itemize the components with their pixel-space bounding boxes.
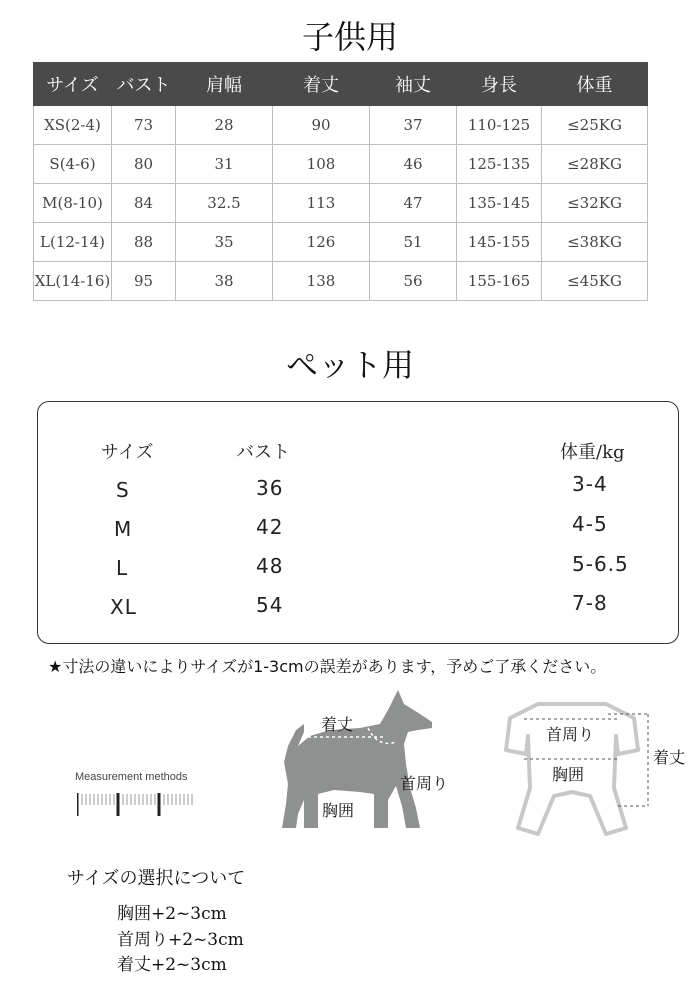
pet-row-bust: 54 <box>256 593 284 617</box>
dog-neck-label: 首周り <box>400 774 449 793</box>
table-row <box>34 223 648 262</box>
garment-length-label: 着丈 <box>653 748 686 767</box>
cell-bust: 84 <box>112 184 176 223</box>
cell-sleeve: 56 <box>370 262 457 301</box>
pet-header-size: サイズ <box>101 442 154 463</box>
pet-size-box <box>37 401 679 644</box>
pet-row-size: XL <box>110 595 137 619</box>
cell-bust: 88 <box>112 223 176 262</box>
cell-length: 113 <box>273 184 370 223</box>
pet-row-weight: 3-4 <box>572 472 608 496</box>
pet-row-bust: 48 <box>256 554 284 578</box>
header-sleeve: 袖丈 <box>370 63 457 106</box>
pet-row-bust: 42 <box>256 515 284 539</box>
header-bust: バスト <box>112 63 176 106</box>
cell-bust: 80 <box>112 145 176 184</box>
header-length: 着丈 <box>273 63 370 106</box>
ruler-icon <box>77 792 197 818</box>
cell-sleeve: 47 <box>370 184 457 223</box>
cell-sleeve: 51 <box>370 223 457 262</box>
cell-length: 138 <box>273 262 370 301</box>
cell-bust: 95 <box>112 262 176 301</box>
dog-chest-label: 胸囲 <box>322 801 355 820</box>
cell-weight: ≤28KG <box>542 145 648 184</box>
pet-size-title: ペット用 <box>285 346 414 384</box>
guide-item-length: 着丈+2~3cm <box>117 955 227 975</box>
table-row <box>34 145 648 184</box>
header-shoulder: 肩幅 <box>176 63 273 106</box>
cell-height: 155-165 <box>457 262 542 301</box>
cell-height: 145-155 <box>457 223 542 262</box>
pet-row-size: M <box>114 517 133 541</box>
cell-length: 108 <box>273 145 370 184</box>
cell-shoulder: 28 <box>176 106 273 145</box>
cell-size: M(8-10) <box>34 184 112 223</box>
dog-length-label: 着丈 <box>321 715 354 734</box>
table-row <box>34 106 648 145</box>
cell-bust: 73 <box>112 106 176 145</box>
cell-height: 135-145 <box>457 184 542 223</box>
cell-size: S(4-6) <box>34 145 112 184</box>
guide-item-chest: 胸囲+2~3cm <box>117 904 227 924</box>
cell-shoulder: 35 <box>176 223 273 262</box>
pet-row-size: S <box>116 478 130 502</box>
cell-height: 110-125 <box>457 106 542 145</box>
tolerance-note: ★寸法の違いによりサイズが1-3cmの誤差があります，予めご了承ください。 <box>48 657 607 676</box>
cell-length: 90 <box>273 106 370 145</box>
pet-header-bust: バスト <box>236 442 290 463</box>
cell-shoulder: 31 <box>176 145 273 184</box>
pet-row-bust: 36 <box>256 476 284 500</box>
cell-shoulder: 38 <box>176 262 273 301</box>
header-size: サイズ <box>34 63 112 106</box>
pet-row-weight: 4-5 <box>572 512 608 536</box>
pet-row-weight: 7-8 <box>572 591 608 615</box>
cell-sleeve: 46 <box>370 145 457 184</box>
header-height: 身長 <box>457 63 542 106</box>
measurement-methods-label: Measurement methods <box>75 771 188 783</box>
guide-item-neck: 首周り+2~3cm <box>117 930 244 950</box>
garment-chest-label: 胸囲 <box>552 765 585 784</box>
pet-row-size: L <box>116 556 129 580</box>
cell-weight: ≤25KG <box>542 106 648 145</box>
dog-measurement-figure <box>270 688 440 838</box>
cell-height: 125-135 <box>457 145 542 184</box>
cell-size: XS(2-4) <box>34 106 112 145</box>
cell-shoulder: 32.5 <box>176 184 273 223</box>
garment-neck-label: 首周り <box>546 725 595 744</box>
size-guide-title: サイズの選択について <box>67 868 246 889</box>
table-row <box>34 262 648 301</box>
cell-size: XL(14-16) <box>34 262 112 301</box>
cell-sleeve: 37 <box>370 106 457 145</box>
cell-length: 126 <box>273 223 370 262</box>
kids-size-title: 子供用 <box>301 18 398 56</box>
kids-size-table <box>33 62 648 301</box>
cell-size: L(12-14) <box>34 223 112 262</box>
cell-weight: ≤32KG <box>542 184 648 223</box>
cell-weight: ≤45KG <box>542 262 648 301</box>
cell-weight: ≤38KG <box>542 223 648 262</box>
table-row <box>34 184 648 223</box>
dog-silhouette-icon <box>282 690 432 828</box>
pet-header-weight: 体重/kg <box>560 442 625 463</box>
header-weight: 体重 <box>542 63 648 106</box>
pet-row-weight: 5-6.5 <box>572 552 629 576</box>
table-header-row <box>34 63 648 106</box>
